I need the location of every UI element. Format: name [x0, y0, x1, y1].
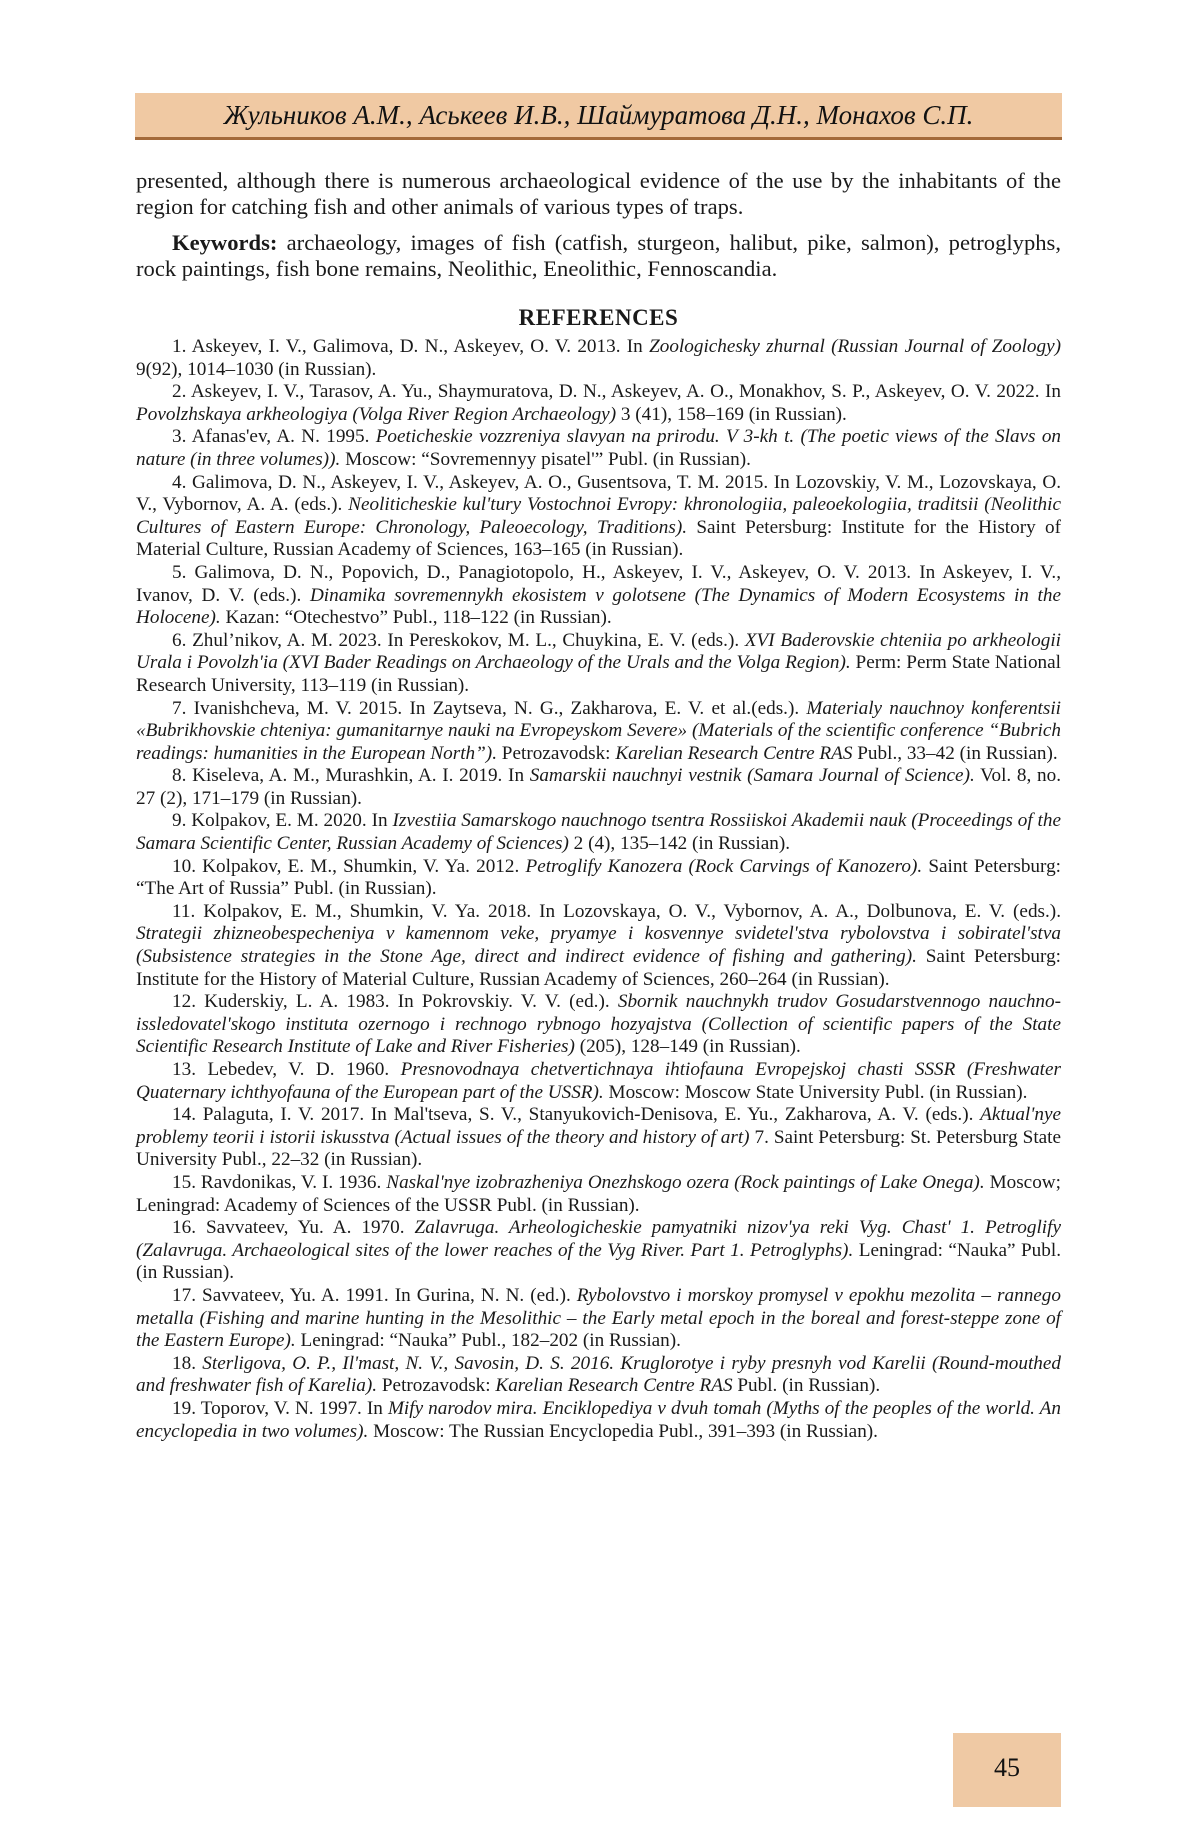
- reference-title-italic: Poeticheskie vozzreniya slavyan na prirodu. V 3-kh t. (The poetic views of the Slavs on nature (in three volumes)).: [136, 426, 1061, 470]
- reference-title-italic: Sbornik nauchnykh trudov Gosudarstvennogo nauchno-issledovatel'skogo instituta ozernogo i rechnogo rybnogo hozyajstva (Collection of scientific papers of the State Scientific Research Institute of Lake and River Fisheries): [136, 991, 1061, 1057]
- reference-title-italic: Zoologichesky zhurnal (Russian Journal of Zoology): [649, 336, 1061, 357]
- reference-text: Moscow: The Russian Encyclopedia Publ., 391–393 (in Russian).: [368, 1421, 878, 1442]
- reference-item: [136, 1398, 1061, 1443]
- abstract-tail: presented, although there is numerous archaeological evidence of the use by the inhabitants of the region for catching fish and other animals of various types of traps.: [136, 168, 1061, 220]
- reference-title-italic: Karelian Research Centre RAS: [615, 743, 852, 764]
- reference-item: [136, 1217, 1061, 1285]
- reference-text: 5. Galimova, D. N., Popovich, D., Panagiotopolo, H., Askeyev, I. V., Askeyev, O. V. 2013. In Askeyev, I. V., Ivanov, D. V. (eds.).: [136, 562, 1061, 606]
- reference-text: 8. Kiseleva, A. M., Murashkin, A. I. 2019. In: [172, 765, 530, 786]
- reference-title-italic: Petroglify Kanozera (Rock Carvings of Kanozero).: [525, 856, 922, 877]
- reference-text: Kazan: “Otechestvo” Publ., 118–122 (in Russian).: [221, 607, 612, 628]
- reference-text: 10. Kolpakov, E. M., Shumkin, V. Ya. 2012.: [172, 856, 525, 877]
- reference-text: Moscow: “Sovremennyy pisatel'” Publ. (in Russian).: [340, 449, 751, 470]
- reference-title-italic: Neoliticheskie kul'tury Vostochnoi Evropy: khronologiia, paleoekologiia, traditsii (Neolithic Cultures of Eastern Europe: Chronology, Paleoecology, Traditions).: [136, 494, 1061, 538]
- page-number: 45: [953, 1753, 1061, 1783]
- keywords-text: archaeology, images of fish (catfish, sturgeon, halibut, pike, salmon), petroglyphs, rock paintings, fish bone remains, Neolithic, Eneolithic, Fennoscandia.: [136, 230, 1061, 281]
- reference-text: Moscow: Moscow State University Publ. (in Russian).: [604, 1082, 1028, 1103]
- reference-text: Leningrad: “Nauka” Publ., 182–202 (in Russian).: [296, 1330, 681, 1351]
- keywords-paragraph: [136, 230, 1061, 282]
- reference-text: 9(92), 1014–1030 (in Russian).: [136, 359, 376, 380]
- reference-item: [136, 1104, 1061, 1172]
- reference-title-italic: Samarskii nauchnyi vestnik (Samara Journal of Science).: [530, 765, 975, 786]
- reference-title-italic: Izvestiia Samarskogo nauchnogo tsentra Rossiiskoi Akademii nauk (Proceedings of the Samara Scientific Center, Russian Academy of Sciences): [136, 810, 1061, 854]
- reference-text: 15. Ravdonikas, V. I. 1936.: [172, 1172, 386, 1193]
- reference-item: [136, 1353, 1061, 1398]
- reference-item: [136, 698, 1061, 766]
- references-heading: REFERENCES: [136, 304, 1061, 332]
- reference-text: 19. Toporov, V. N. 1997. In: [172, 1398, 388, 1419]
- reference-title-italic: Sterligova, O. P., Il'mast, N. V., Savosin, D. S. 2016. Kruglorotye i ryby presnyh vod Karelii (Round-mouthed and freshwater fish of Karelia).: [136, 1353, 1061, 1397]
- reference-text: 7. Ivanishcheva, M. V. 2015. In Zaytseva, N. G., Zakharova, E. V. et al.(eds.).: [172, 698, 806, 719]
- reference-item: [136, 562, 1061, 630]
- reference-item: [136, 426, 1061, 471]
- reference-text: 3 (41), 158–169 (in Russian).: [616, 404, 847, 425]
- reference-text: Saint Petersburg: Institute for the History of Material Culture, Russian Academy of Sciences, 260–264 (in Russian).: [136, 946, 1061, 990]
- reference-text: Publ. (in Russian).: [733, 1375, 881, 1396]
- reference-item: [136, 336, 1061, 381]
- reference-text: 3. Afanas'ev, A. N. 1995.: [172, 426, 376, 447]
- running-header: [135, 93, 1062, 140]
- header-authors: Жульников А.М., Аськеев И.В., Шаймуратова Д.Н., Монахов С.П.: [135, 99, 1062, 131]
- reference-item: [136, 630, 1061, 698]
- reference-text: Leningrad: “Nauka” Publ. (in Russian).: [136, 1240, 1061, 1284]
- reference-text: 18.: [172, 1353, 202, 1374]
- reference-item: [136, 901, 1061, 991]
- reference-item: [136, 810, 1061, 855]
- reference-title-italic: Dinamika sovremennykh ekosistem v golotsene (The Dynamics of Modern Ecosystems in the Holocene).: [136, 585, 1061, 629]
- reference-text: Petrozavodsk:: [377, 1375, 495, 1396]
- keywords-label: Keywords:: [172, 230, 277, 255]
- reference-title-italic: Materialy nauchnoy konferentsii «Bubrikhovskie chteniya: gumanitarnye nauki na Evropeyskom Severe» (Materials of the scientific conference “Bubrich readings: humanities in the European North”).: [136, 698, 1061, 764]
- reference-text: 16. Savvateev, Yu. A. 1970.: [172, 1217, 415, 1238]
- reference-text: 2. Askeyev, I. V., Tarasov, A. Yu., Shaymuratova, D. N., Askeyev, A. O., Monakhov, S. P., Askeyev, O. V. 2022. In: [172, 381, 1061, 402]
- reference-text: 9. Kolpakov, E. M. 2020. In: [172, 810, 392, 831]
- reference-text: 13. Lebedev, V. D. 1960.: [172, 1059, 401, 1080]
- reference-item: [136, 1285, 1061, 1353]
- page-number-box: [953, 1733, 1061, 1807]
- reference-item: [136, 765, 1061, 810]
- reference-text: (205), 128–149 (in Russian).: [575, 1036, 801, 1057]
- reference-item: [136, 991, 1061, 1059]
- reference-text: 12. Kuderskiy, L. A. 1983. In Pokrovskiy. V. V. (ed.).: [172, 991, 618, 1012]
- reference-title-italic: Naskal'nye izobrazheniya Onezhskogo ozera (Rock paintings of Lake Onega).: [386, 1172, 984, 1193]
- reference-item: [136, 381, 1061, 426]
- reference-text: Perm: Perm State National Research University, 113–119 (in Russian).: [136, 652, 1061, 696]
- reference-text: 17. Savvateev, Yu. A. 1991. In Gurina, N. N. (ed.).: [172, 1285, 577, 1306]
- reference-item: [136, 1059, 1061, 1104]
- references-list: [136, 336, 1061, 1443]
- reference-title-italic: Presnovodnaya chetvertichnaya ihtiofauna Evropejskoj chasti SSSR (Freshwater Quaternary ichthyofauna of the European part of the USSR).: [136, 1059, 1061, 1103]
- reference-item: [136, 1172, 1061, 1217]
- reference-title-italic: Strategii zhizneobespecheniya v kamennom veke, pryamye i kosvennye svidetel'stva rybolovstva i sobiratel'stva (Subsistence strategies in the Stone Age, direct and indirect evidence of fishing and gathering).: [136, 923, 1061, 967]
- reference-item: [136, 856, 1061, 901]
- reference-title-italic: Povolzhskaya arkheologiya (Volga River Region Archaeology): [136, 404, 616, 425]
- reference-text: 14. Palaguta, I. V. 2017. In Mal'tseva, S. V., Stanyukovich-Denisova, E. Yu., Zakharova, A. V. (eds.).: [172, 1104, 980, 1125]
- reference-title-italic: Zalavruga. Arheologicheskie pamyatniki nizov'ya reki Vyg. Chast' 1. Petroglify (Zalavruga. Archaeological sites of the lower reaches of the Vyg River. Part 1. Petroglyphs).: [136, 1217, 1061, 1261]
- reference-text: 6. Zhul’nikov, A. M. 2023. In Pereskokov, M. L., Chuykina, E. V. (eds.).: [172, 630, 745, 651]
- reference-text: Vol. 8, no. 27 (2), 171–179 (in Russian).: [136, 765, 1061, 809]
- reference-title-italic: Aktual'nye problemy teorii i istorii iskusstva (Actual issues of the theory and history of art): [136, 1104, 1061, 1148]
- reference-text: 4. Galimova, D. N., Askeyev, I. V., Askeyev, A. O., Gusentsova, T. M. 2015. In Lozovskiy, V. M., Lozovskaya, O. V., Vybornov, A. A. (eds.).: [136, 472, 1061, 516]
- reference-text: Publ., 33–42 (in Russian).: [852, 743, 1057, 764]
- reference-title-italic: XVI Baderovskie chteniia po arkheologii Urala i Povolzh'ia (XVI Bader Readings on Archaeology of the Urals and the Volga Region).: [136, 630, 1061, 674]
- reference-text: Moscow; Leningrad: Academy of Sciences of the USSR Publ. (in Russian).: [136, 1172, 1061, 1216]
- reference-text: Saint Petersburg: “The Art of Russia” Publ. (in Russian).: [136, 856, 1061, 900]
- reference-text: 2 (4), 135–142 (in Russian).: [569, 833, 790, 854]
- reference-text: 1. Askeyev, I. V., Galimova, D. N., Askeyev, O. V. 2013. In: [172, 336, 649, 357]
- reference-title-italic: Rybolovstvo i morskoy promysel v epokhu mezolita – rannego metalla (Fishing and marine hunting in the Mesolithic – the Early metal epoch in the boreal and forest-steppe zone of the Eastern Europe).: [136, 1285, 1061, 1351]
- reference-item: [136, 472, 1061, 562]
- reference-text: 7. Saint Petersburg: St. Petersburg State University Publ., 22–32 (in Russian).: [136, 1127, 1061, 1171]
- reference-text: 11. Kolpakov, E. M., Shumkin, V. Ya. 2018. In Lozovskaya, O. V., Vybornov, A. A., Dolbunova, E. V. (eds.).: [172, 901, 1061, 922]
- reference-title-italic: Mify narodov mira. Enciklopediya v dvuh tomah (Myths of the peoples of the world. An encyclopedia in two volumes).: [136, 1398, 1061, 1442]
- reference-text: Petrozavodsk:: [497, 743, 615, 764]
- reference-title-italic: Karelian Research Centre RAS: [495, 1375, 732, 1396]
- reference-text: Saint Petersburg: Institute for the History of Material Culture, Russian Academy of Sciences, 163–165 (in Russian).: [136, 517, 1061, 561]
- page-body: [136, 168, 1061, 1443]
